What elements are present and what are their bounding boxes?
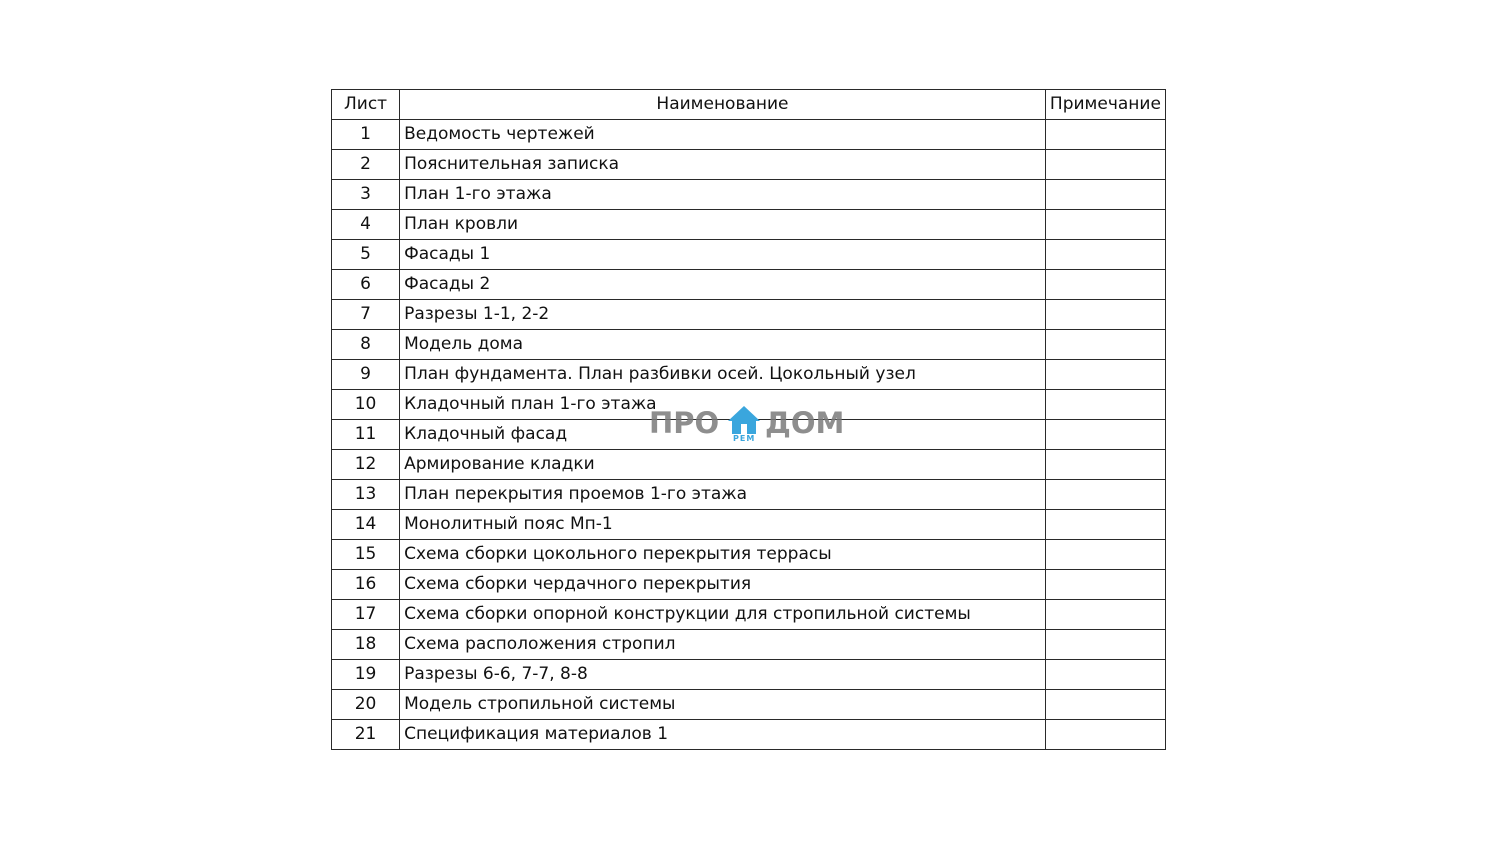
sheet-number-cell: 18 <box>332 630 400 660</box>
sheet-note-cell <box>1045 600 1165 630</box>
table-row <box>332 390 1166 420</box>
table-row <box>332 660 1166 690</box>
sheet-note-cell <box>1045 180 1165 210</box>
sheet-name-cell: Схема расположения стропил <box>400 630 1046 660</box>
sheet-name-cell: Фасады 2 <box>400 270 1046 300</box>
header-sheet: Лист <box>332 90 400 120</box>
sheet-name-cell: План кровли <box>400 210 1046 240</box>
sheet-name-cell: Армирование кладки <box>400 450 1046 480</box>
sheet-name-cell: Монолитный пояс Мп-1 <box>400 510 1046 540</box>
table-row <box>332 690 1166 720</box>
sheet-note-cell <box>1045 270 1165 300</box>
sheet-name-cell: Схема сборки цокольного перекрытия террасы <box>400 540 1046 570</box>
table-row <box>332 600 1166 630</box>
sheet-number-cell: 17 <box>332 600 400 630</box>
sheet-name-cell: Кладочный план 1-го этажа <box>400 390 1046 420</box>
sheet-name-cell: План 1-го этажа <box>400 180 1046 210</box>
sheet-number-cell: 16 <box>332 570 400 600</box>
sheet-note-cell <box>1045 390 1165 420</box>
sheet-name-cell: Пояснительная записка <box>400 150 1046 180</box>
sheet-number-cell: 4 <box>332 210 400 240</box>
table-row <box>332 150 1166 180</box>
sheet-note-cell <box>1045 360 1165 390</box>
sheet-note-cell <box>1045 720 1165 750</box>
sheet-name-cell: План перекрытия проемов 1-го этажа <box>400 480 1046 510</box>
table-row <box>332 720 1166 750</box>
table-row <box>332 330 1166 360</box>
table-row <box>332 210 1166 240</box>
sheet-number-cell: 12 <box>332 450 400 480</box>
sheet-name-cell: Ведомость чертежей <box>400 120 1046 150</box>
table-row <box>332 300 1166 330</box>
sheet-number-cell: 2 <box>332 150 400 180</box>
sheet-number-cell: 3 <box>332 180 400 210</box>
sheet-note-cell <box>1045 480 1165 510</box>
table-row <box>332 360 1166 390</box>
sheet-name-cell: Разрезы 6-6, 7-7, 8-8 <box>400 660 1046 690</box>
table-row <box>332 630 1166 660</box>
sheet-name-cell: Спецификация материалов 1 <box>400 720 1046 750</box>
sheet-note-cell <box>1045 510 1165 540</box>
sheet-number-cell: 20 <box>332 690 400 720</box>
sheet-note-cell <box>1045 210 1165 240</box>
table-row <box>332 510 1166 540</box>
sheet-number-cell: 14 <box>332 510 400 540</box>
sheet-name-cell: План фундамента. План разбивки осей. Цокольный узел <box>400 360 1046 390</box>
sheet-name-cell: Схема сборки чердачного перекрытия <box>400 570 1046 600</box>
sheet-note-cell <box>1045 150 1165 180</box>
sheet-number-cell: 7 <box>332 300 400 330</box>
watermark-text-right: ДОМ <box>765 406 845 440</box>
sheet-note-cell <box>1045 540 1165 570</box>
watermark-text-left: ПРО <box>649 406 720 440</box>
sheet-number-cell: 15 <box>332 540 400 570</box>
table-row <box>332 420 1166 450</box>
sheet-number-cell: 10 <box>332 390 400 420</box>
sheet-note-cell <box>1045 570 1165 600</box>
sheet-number-cell: 8 <box>332 330 400 360</box>
table-row <box>332 480 1166 510</box>
drawings-list-table <box>331 89 1166 750</box>
sheet-name-cell: Кладочный фасад <box>400 420 1046 450</box>
sheet-number-cell: 19 <box>332 660 400 690</box>
sheet-number-cell: 21 <box>332 720 400 750</box>
sheet-number-cell: 11 <box>332 420 400 450</box>
sheet-note-cell <box>1045 420 1165 450</box>
sheet-note-cell <box>1045 120 1165 150</box>
sheet-note-cell <box>1045 660 1165 690</box>
sheet-number-cell: 13 <box>332 480 400 510</box>
sheet-note-cell <box>1045 630 1165 660</box>
header-name: Наименование <box>400 90 1046 120</box>
table-row <box>332 540 1166 570</box>
sheet-note-cell <box>1045 300 1165 330</box>
sheet-note-cell <box>1045 450 1165 480</box>
table-row <box>332 270 1166 300</box>
sheet-name-cell: Модель дома <box>400 330 1046 360</box>
sheet-name-cell: Схема сборки опорной конструкции для стропильной системы <box>400 600 1046 630</box>
sheet-number-cell: 1 <box>332 120 400 150</box>
table-row <box>332 180 1166 210</box>
sheet-name-cell: Разрезы 1-1, 2-2 <box>400 300 1046 330</box>
table-row <box>332 450 1166 480</box>
sheet-name-cell: Фасады 1 <box>400 240 1046 270</box>
sheet-note-cell <box>1045 330 1165 360</box>
watermark-subtext: РЕМ <box>733 434 756 443</box>
sheet-note-cell <box>1045 240 1165 270</box>
header-note: Примечание <box>1045 90 1165 120</box>
table-row <box>332 240 1166 270</box>
sheet-note-cell <box>1045 690 1165 720</box>
table-header-row <box>332 90 1166 120</box>
sheet-number-cell: 6 <box>332 270 400 300</box>
table-row <box>332 570 1166 600</box>
table-row <box>332 120 1166 150</box>
sheet-number-cell: 5 <box>332 240 400 270</box>
sheet-number-cell: 9 <box>332 360 400 390</box>
sheet-name-cell: Модель стропильной системы <box>400 690 1046 720</box>
